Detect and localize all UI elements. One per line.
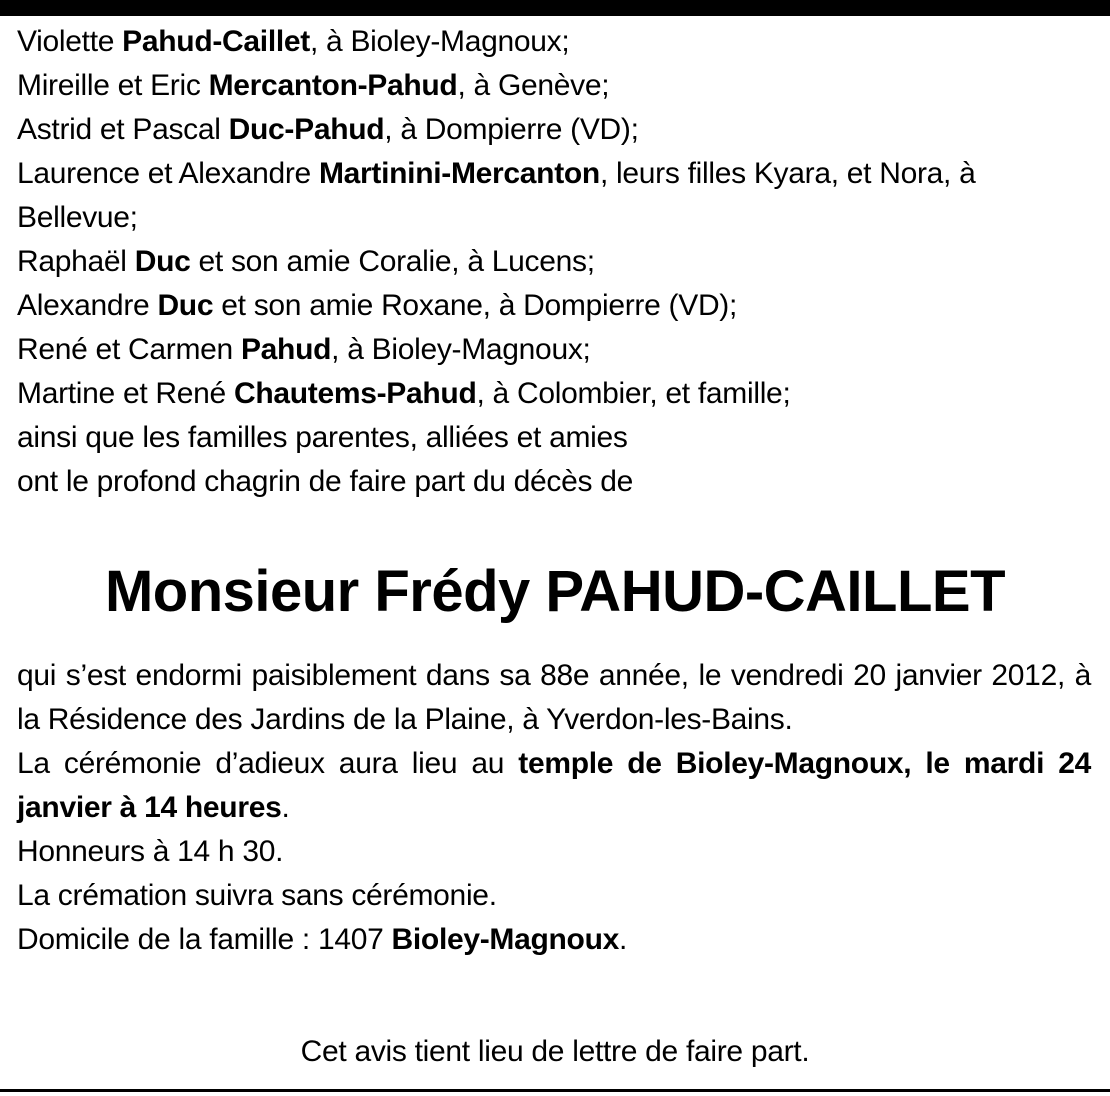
closing-note: Cet avis tient lieu de lettre de faire part. [300, 1035, 810, 1068]
family-line-suffix: et son amie Coralie, à Lucens; [190, 245, 595, 278]
family-line-surname: Duc [134, 245, 191, 278]
announce-line: ont le profond chagrin de faire part du décès de [17, 465, 634, 498]
family-line [17, 64, 1093, 108]
family-line-suffix: , à Bioley-Magnoux; [309, 25, 570, 58]
family-line [17, 240, 1093, 284]
ceremony-suffix: . [281, 791, 290, 824]
domicile-prefix: Domicile de la famille : 1407 [17, 923, 392, 956]
honours-line: Honneurs à 14 h 30. [17, 835, 284, 868]
family-line-surname: Chautems-Pahud [233, 377, 477, 410]
family-line-surname: Duc [157, 289, 214, 322]
families-line: ainsi que les familles parentes, alliées et amies [17, 421, 628, 454]
family-line [17, 328, 1093, 372]
family-line-surname: Pahud-Caillet [122, 25, 310, 58]
family-line-prefix: Martine et René [17, 377, 234, 410]
family-line [17, 284, 1093, 328]
family-line-surname: Martinini-Mercanton [318, 157, 600, 190]
family-line-prefix: Alexandre [17, 289, 158, 322]
ceremony-paragraph [17, 742, 1091, 830]
family-line-prefix: Laurence et Alexandre [17, 157, 319, 190]
death-paragraph: qui s’est endormi paisiblement dans sa 88e année, le vendredi 20 janvier 2012, à la Résidence des Jardins de la Plaine, à Yverdon-les-Bains. [17, 659, 1091, 736]
top-border-rule [0, 0, 1110, 16]
family-line [17, 152, 1093, 240]
family-line-surname: Pahud [240, 333, 332, 366]
cremation-line: La crémation suivra sans cérémonie. [17, 879, 497, 912]
family-line-prefix: Raphaël [17, 245, 135, 278]
family-line-suffix: , leurs filles Kyara, et Nora, à Bellevue; [17, 157, 976, 234]
domicile-suffix: . [619, 923, 628, 956]
domicile-line [17, 918, 1091, 962]
family-line-suffix: , à Genève; [457, 69, 610, 102]
family-line-suffix: , à Colombier, et famille; [476, 377, 791, 410]
notice-details [17, 654, 1091, 962]
bottom-border-rule [0, 1089, 1110, 1092]
family-line-suffix: , à Dompierre (VD); [384, 113, 639, 146]
ceremony-prefix: La cérémonie d’adieux aura lieu au [17, 747, 519, 780]
family-line-prefix: René et Carmen [17, 333, 241, 366]
family-line-suffix: , à Bioley-Magnoux; [331, 333, 591, 366]
domicile-place: Bioley-Magnoux [391, 923, 619, 956]
deceased-name-heading: Monsieur Frédy PAHUD-CAILLET [104, 559, 1006, 624]
family-line [17, 20, 1093, 64]
family-line-prefix: Astrid et Pascal [17, 113, 229, 146]
family-list [17, 20, 1093, 504]
family-line [17, 108, 1093, 152]
family-line-surname: Duc-Pahud [228, 113, 385, 146]
family-line-prefix: Violette [17, 25, 123, 58]
family-line-prefix: Mireille et Eric [17, 69, 209, 102]
ceremony-place-time: temple de Bioley-Magnoux, le mardi 24 janvier à 14 heures [17, 747, 1091, 824]
family-line [17, 372, 1093, 416]
family-line-surname: Mercanton-Pahud [208, 69, 458, 102]
family-line-suffix: et son amie Roxane, à Dompierre (VD); [213, 289, 738, 322]
